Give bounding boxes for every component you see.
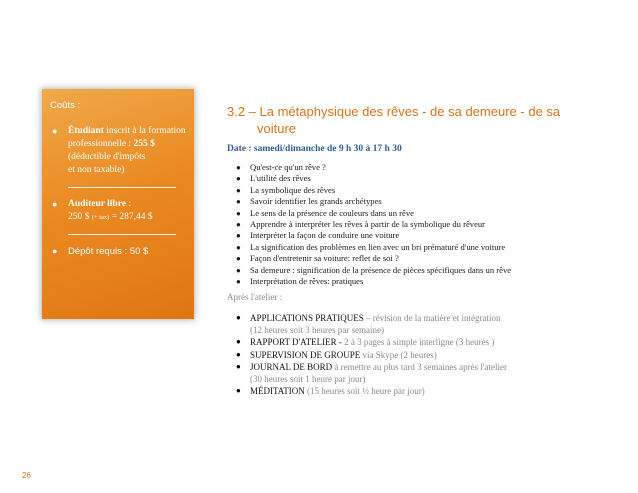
list-item: ● La symbolique des rêves	[236, 184, 336, 195]
list-item: ● MÉDITATION (15 heures soit ½ heure par jour)	[236, 386, 425, 397]
list-item: ● Façon d'entretenir sa voiture: reflet de soi ?	[236, 253, 399, 264]
listener-price: 250 $	[68, 212, 92, 222]
list-item: ● RAPPORT D'ATELIER - 2 à 3 pages à simple interligne (3 heures )	[236, 337, 495, 348]
bullet-icon: ●	[236, 185, 241, 195]
after-workshop-list	[236, 312, 507, 397]
bullet-icon: ●	[236, 265, 241, 275]
bullet-icon: ●	[236, 361, 241, 371]
bullet-icon: ●	[236, 242, 241, 252]
bullet-icon: ●	[236, 337, 241, 347]
listener-total: = 287,44 $	[109, 212, 153, 222]
student-cost-item	[50, 125, 186, 177]
heading-line-1: 3.2 – La métaphysique des rêves - de sa demeure - de sa	[227, 104, 561, 119]
student-text-3: (déductible d'impôts	[68, 152, 146, 162]
list-item: ● Interpréter la façon de conduire une voiture	[236, 230, 400, 241]
bullet-icon: ●	[52, 126, 58, 136]
bullet-icon: ●	[236, 163, 241, 172]
student-text-1: inscrit à la formation	[103, 126, 186, 136]
bullet-icon: ●	[236, 313, 241, 322]
list-item: ● Apprendre à interpréter les rêves à partir de la symbolique du rêveur	[236, 219, 486, 230]
costs-box	[42, 89, 194, 319]
bullet-icon: ●	[236, 174, 241, 184]
costs-title: Coûts :	[50, 100, 81, 111]
deposit-item	[50, 245, 186, 258]
separator-line	[68, 187, 176, 188]
heading-line-2: voiture	[257, 121, 297, 136]
bullet-icon: ●	[52, 246, 58, 256]
student-text-4: et non taxable)	[68, 165, 125, 175]
listener-colon: :	[125, 199, 131, 209]
bullet-icon: ●	[236, 197, 241, 207]
list-item: ● Interprétation de rêves: pratiques	[236, 276, 364, 287]
topics-list	[236, 162, 511, 287]
student-price: 255 $	[133, 139, 155, 149]
list-item: ● La signification des problèmes en lien avec un bri prématuré d'une voiture	[236, 241, 506, 252]
list-item: ● APPLICATIONS PRATIQUES – révision de la matière et intégration (12 heures soit 3 heures par semaine)	[236, 313, 501, 336]
listener-label: Auditeur libre	[68, 199, 126, 209]
bullet-icon: ●	[236, 254, 241, 264]
bullet-icon: ●	[236, 220, 241, 230]
list-item: ● Qu'est-ce qu'un rêve ?	[236, 162, 326, 172]
after-workshop-label: Après l'atelier :	[227, 292, 283, 302]
bullet-icon: ●	[236, 208, 241, 218]
list-item: ● SUPERVISION DE GROUPE via Skype (2 heures)	[236, 349, 437, 360]
bullet-icon: ●	[236, 386, 241, 396]
list-item: ● JOURNAL DE BORD à remettre au plus tard 3 semaines après l'atelier (30 heures soit 1 heure par jour)	[236, 361, 507, 385]
student-label: Étudiant	[68, 126, 104, 136]
list-item: ● Le sens de la présence de couleurs dans un rêve	[236, 207, 414, 218]
list-item: ● Sa demeure : signification de la présence de pièces spécifiques dans un rêve	[236, 264, 512, 275]
student-text-2: professionnelle :	[68, 139, 134, 149]
bullet-icon: ●	[236, 231, 241, 241]
listener-tax: (+ tax)	[91, 214, 110, 221]
deposit-text: Dépôt requis : 50 $	[68, 246, 149, 257]
list-item: ● Savoir identifier les grands archétypes	[236, 196, 382, 207]
workshop-date: Date : samedi/dimanche de 9 h 30 à 17 h 30	[227, 144, 402, 154]
separator-line	[68, 234, 176, 235]
bullet-icon: ●	[236, 349, 241, 359]
bullet-icon: ●	[52, 199, 58, 209]
page-number: 26	[22, 471, 31, 480]
list-item: ● L'utilité des rêves	[236, 173, 311, 184]
section-heading	[227, 103, 587, 137]
listener-cost-item	[50, 198, 186, 224]
bullet-icon: ●	[236, 277, 241, 287]
